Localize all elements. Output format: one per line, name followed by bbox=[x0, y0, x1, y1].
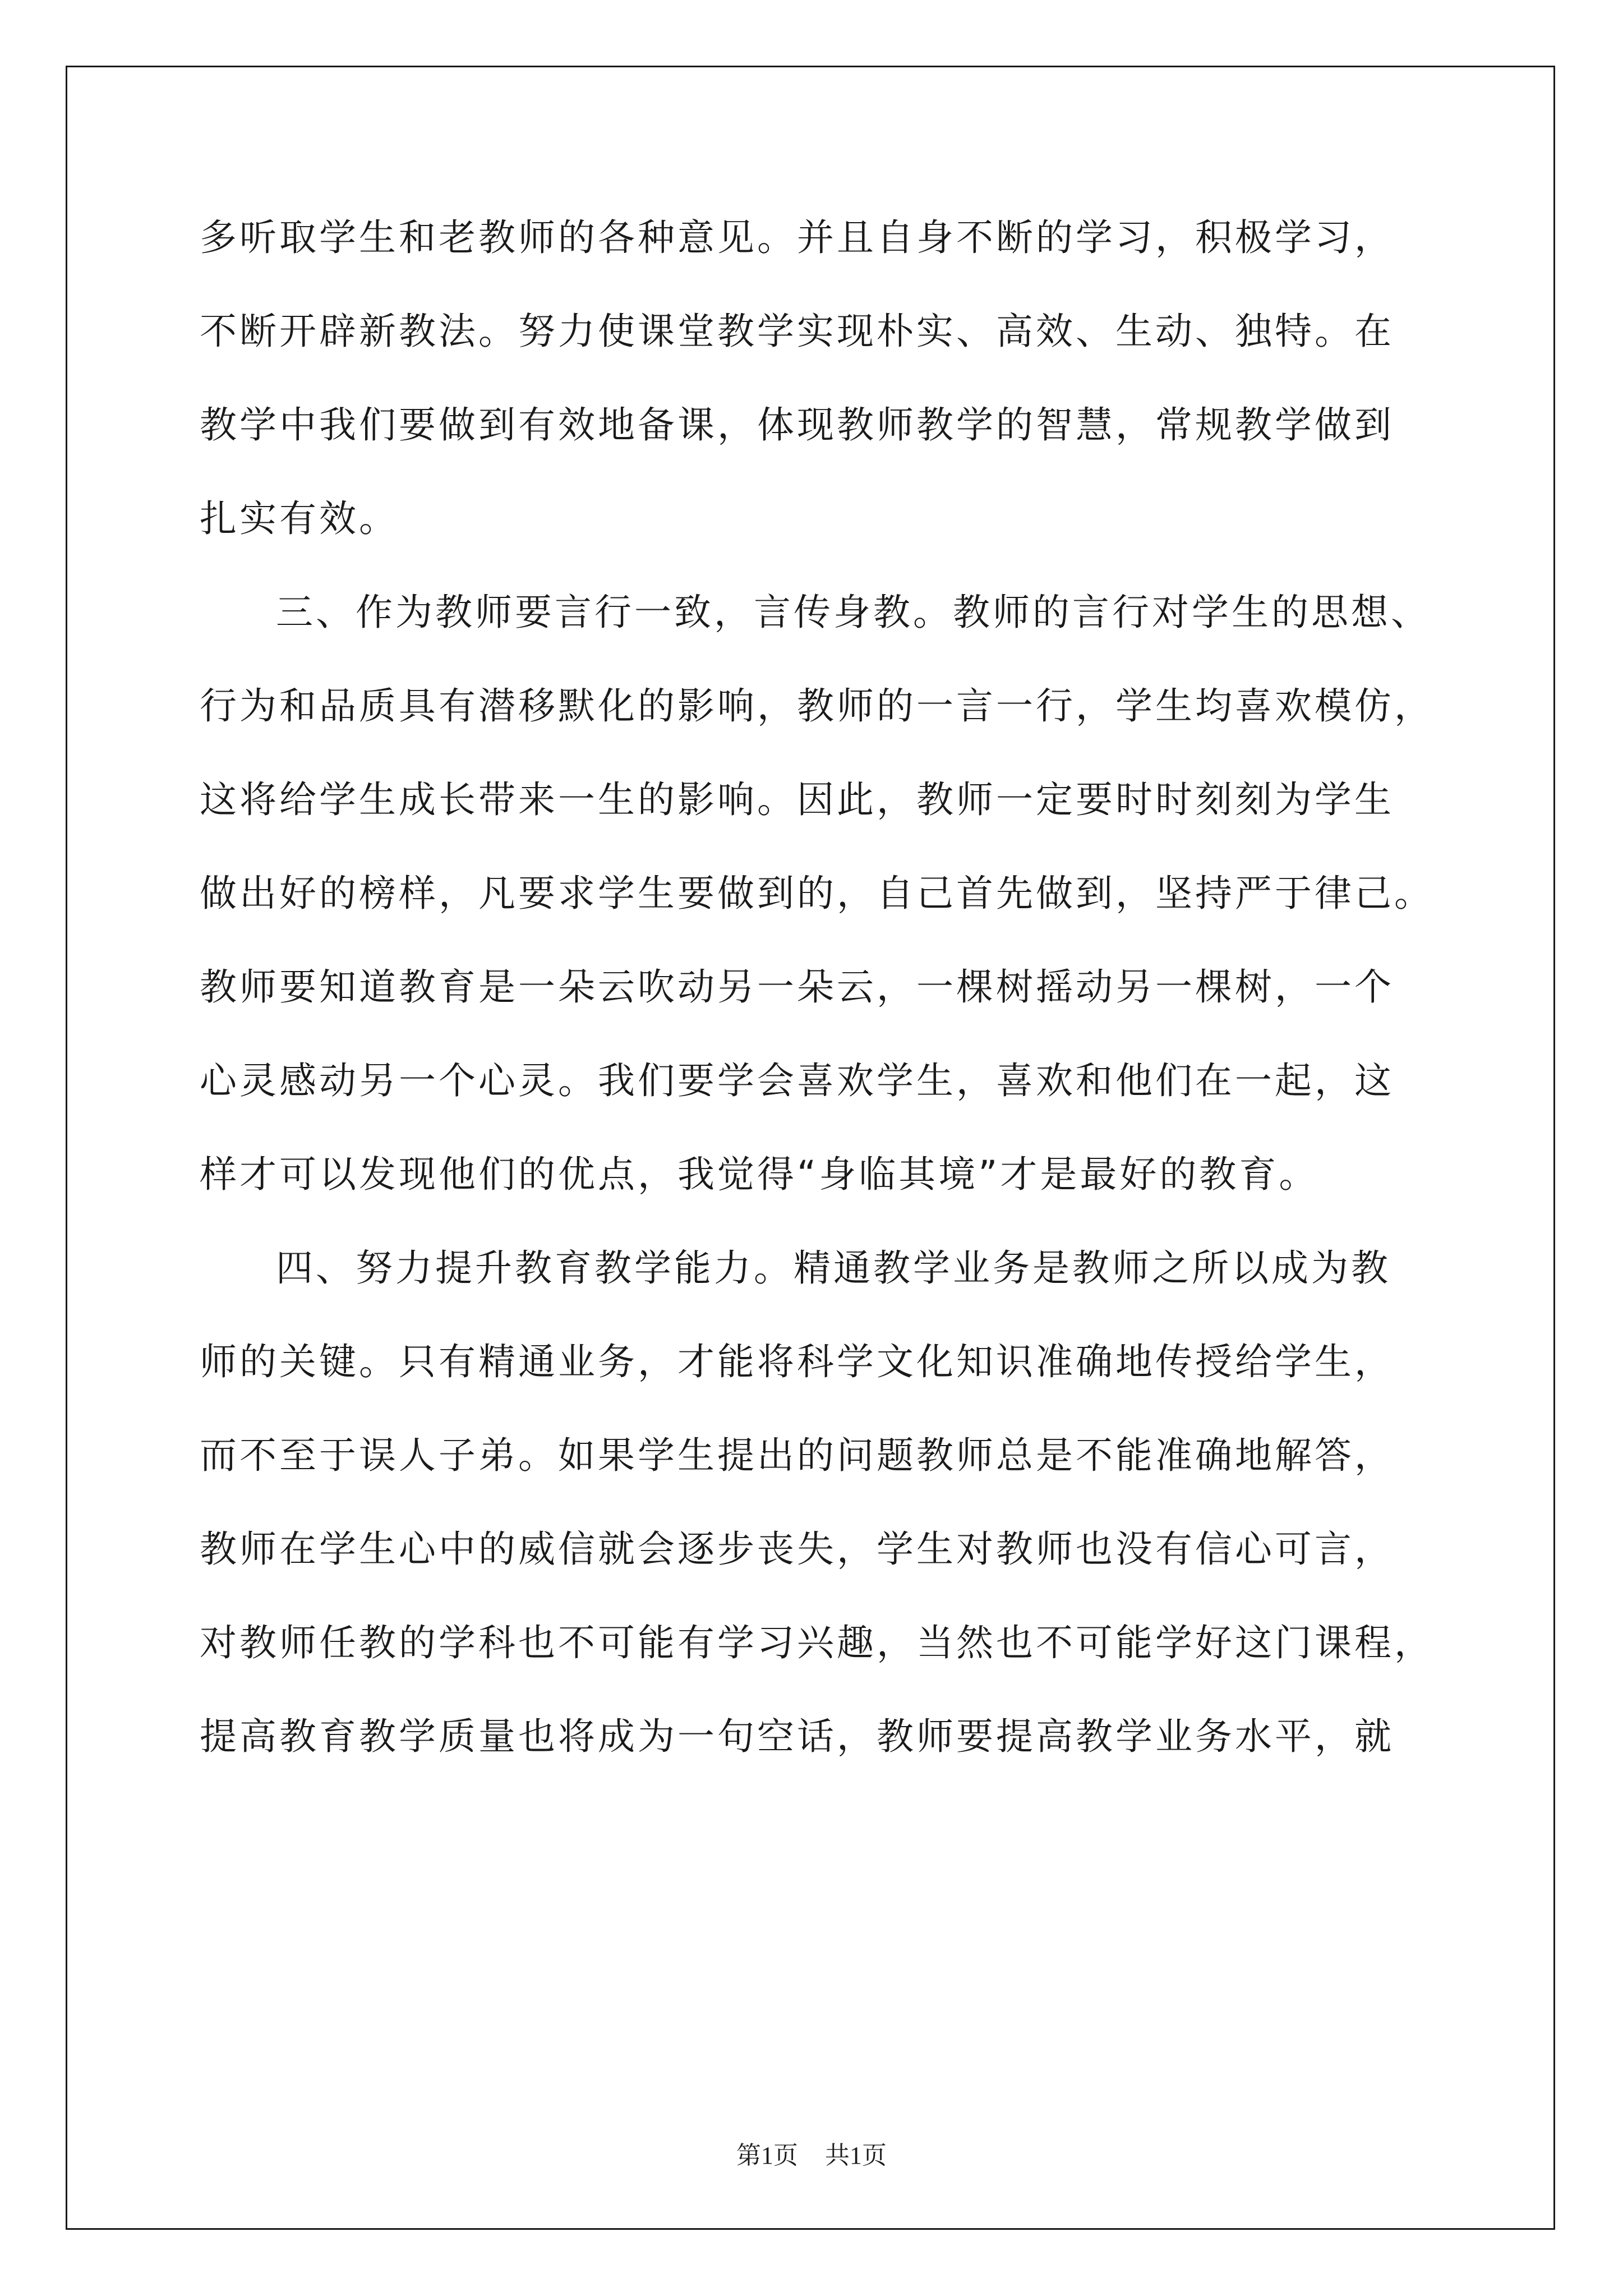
text-line: 做出好的榜样，凡要求学生要做到的，自己首先做到，坚持严于律己。 bbox=[200, 872, 1434, 915]
text-line: 行为和品质具有潜移默化的影响，教师的一言一行，学生均喜欢模仿， bbox=[200, 684, 1434, 728]
text-line: 心灵感动另一个心灵。我们要学会喜欢学生，喜欢和他们在一起，这 bbox=[200, 1059, 1394, 1102]
text-line: 扎实有效。 bbox=[200, 497, 399, 540]
text-line: 样才可以发现他们的优点，我觉得“身临其境”才是最好的教育。 bbox=[200, 1153, 1319, 1196]
text-line: 三、作为教师要言行一致，言传身教。教师的言行对学生的思想、 bbox=[276, 591, 1431, 634]
text-line: 教师要知道教育是一朵云吹动另一朵云，一棵树摇动另一棵树，一个 bbox=[200, 965, 1394, 1009]
page-number-total: 共1页 bbox=[825, 2142, 887, 2169]
text-line: 这将给学生成长带来一生的影响。因此，教师一定要时时刻刻为学生 bbox=[200, 778, 1394, 821]
text-line: 对教师任教的学科也不可能有学习兴趣，当然也不可能学好这门课程， bbox=[200, 1621, 1434, 1664]
text-line: 而不至于误人子弟。如果学生提出的问题教师总是不能准确地解答， bbox=[200, 1434, 1394, 1477]
page-number-current: 第1页 bbox=[736, 2142, 798, 2169]
document-body bbox=[200, 191, 1450, 1783]
page-footer bbox=[0, 2135, 1623, 2171]
text-line: 师的关键。只有精通业务，才能将科学文化知识准确地传授给学生， bbox=[200, 1340, 1394, 1383]
text-line: 不断开辟新教法。努力使课堂教学实现朴实、高效、生动、独特。在 bbox=[200, 310, 1394, 353]
text-line: 四、努力提升教育教学能力。精通教学业务是教师之所以成为教 bbox=[276, 1246, 1391, 1290]
text-line: 提高教育教学质量也将成为一句空话，教师要提高教学业务水平，就 bbox=[200, 1715, 1394, 1758]
text-line: 教学中我们要做到有效地备课，体现教师教学的智慧，常规教学做到 bbox=[200, 403, 1394, 447]
text-line: 教师在学生心中的威信就会逐步丧失，学生对教师也没有信心可言， bbox=[200, 1527, 1394, 1571]
text-line: 多听取学生和老教师的各种意见。并且自身不断的学习，积极学习， bbox=[200, 216, 1394, 259]
